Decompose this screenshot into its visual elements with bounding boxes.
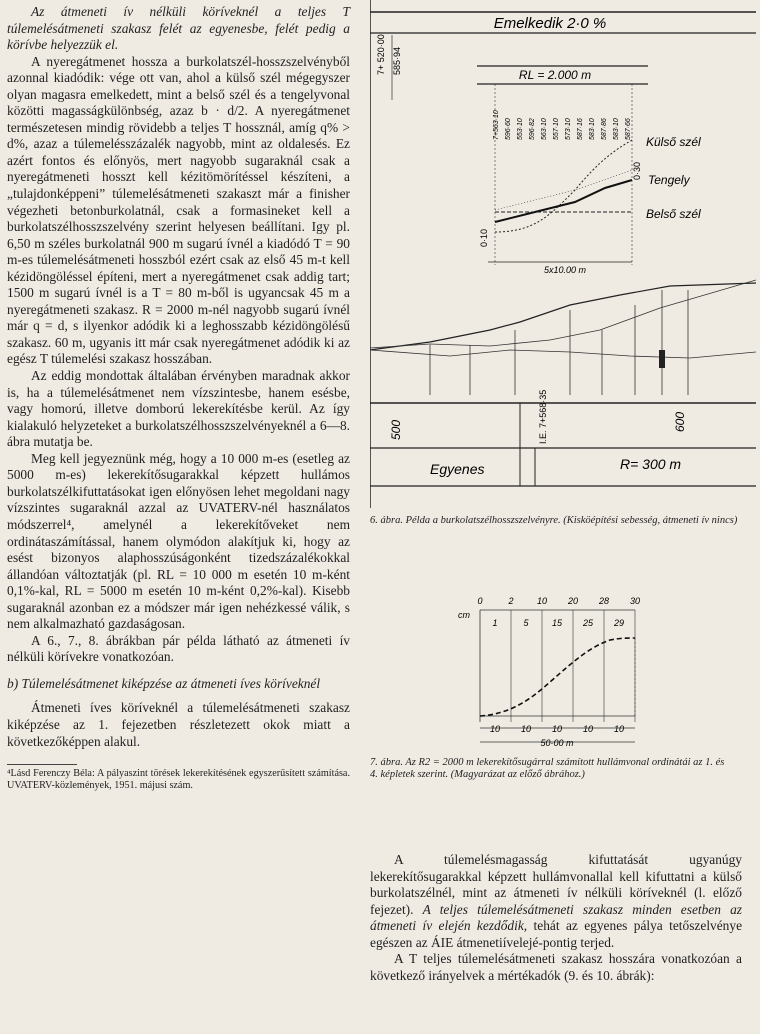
elevation-label: 587·86 — [601, 118, 608, 140]
paragraph-guidelines: A T teljes túlemelésátmeneti szakasz hosszára vonatkozóan a következő irányelvek a mértékadók (9. és 10. ábrák): — [370, 951, 742, 983]
footnote-rule — [7, 764, 77, 765]
elevation-label: 563·10 — [541, 118, 548, 140]
radius-label: R= 300 m — [620, 456, 682, 472]
rl-label: RL = 2.000 m — [518, 68, 592, 82]
outer-edge-label: Külső szél — [646, 135, 701, 149]
footnote-text: ⁴Lásd Ferenczy Béla: A pályaszint törések lekerekítésének egyszerűsített számítása. UVATERV-közlemények, 1951. májusi szám. — [7, 768, 350, 792]
station-500: 500 — [389, 419, 403, 440]
station-top-b: 585·94 — [392, 46, 402, 75]
runoff-italic-text: A teljes túlemelésátmeneti szakasz minden esetben az átmeneti ív elején kezdődik, — [370, 901, 742, 934]
elevation-label: 553·10 — [517, 118, 524, 140]
runoff-tail-text: tehát az egyenes pálya tetőszelvénye egészen az ÁIE átmenetiívelejé-pontig terjed. — [370, 918, 743, 950]
height-left: 0·10 — [479, 228, 489, 247]
elevation-label: 557·10 — [553, 118, 560, 140]
right-column-text — [370, 852, 742, 984]
left-column — [7, 4, 350, 793]
spacing-labels — [490, 724, 624, 734]
elevation-label: 587·16 — [577, 118, 584, 140]
figure-7-diagram — [450, 592, 650, 752]
top-value: 20 — [567, 596, 579, 606]
height-right: 0·30 — [632, 161, 642, 180]
paragraph-superelevation-runoff — [370, 852, 742, 951]
ie-label: I.E. 7+568·35 — [538, 389, 548, 444]
footnote — [7, 764, 350, 793]
top-value: 28 — [598, 596, 610, 606]
top-value: 10 — [536, 596, 548, 606]
elevation-labels — [493, 110, 632, 140]
elevation-label: 596·82 — [529, 118, 536, 140]
paragraph-transition-curves: Átmeneti íves köríveknél a túlemelésátmeneti szakasz kiképzése az 1. fejezetben részletezett okok miatt a következőképpen alakul. — [7, 700, 350, 749]
elevation-label: 587·66 — [625, 118, 632, 140]
top-value: 30 — [629, 596, 641, 606]
spacing-label: 10 — [613, 724, 625, 734]
section-heading-b: b) Túlemelésátmenet kiképzése az átmeneti íves köríveknél — [7, 675, 321, 691]
column-value: 15 — [551, 618, 563, 628]
unit-label: cm — [458, 610, 470, 620]
axis-label: Tengely — [648, 173, 690, 187]
base-dimension: 5x10.00 m — [543, 265, 587, 275]
straight-label: Egyenes — [430, 461, 485, 477]
spacing-label: 10 — [520, 724, 532, 734]
elevation-label: 583·10 — [589, 118, 596, 140]
top-value: 0 — [477, 596, 483, 606]
runoff-text: A túlemelésmagasság kifuttatását ugyanúgy lekerekítősugarakkal képzett hullámvonallal kell kifuttatni a külső burkolatszélnél, mint az átmeneti ív nélküli köríveknél (l. előző fejezet). — [370, 852, 742, 917]
column-value: 5 — [523, 618, 529, 628]
figure-6-caption: 6. ábra. Példa a burkolatszélhosszszelvényre. (Kisköépítési sebesség, átmeneti ív nincs) — [370, 515, 738, 526]
main-profile — [370, 280, 756, 486]
grade-label: Emelkedik 2·0 % — [493, 15, 607, 32]
intro-paragraph: Az átmeneti ív nélküli köríveknél a teljes T túlemelésátmeneti szakasz felét az egyenesbe, felét pedig a körívbe helyezzük el. — [7, 4, 350, 53]
paragraph-uvaterv-method: Meg kell jegyeznünk még, hogy a 10 000 m-es (esetleg az 5000 m-es) lekerekítősugarakkal képzett hullámos burkolatszélkifuttatásokat igen előnyösen lehet megoldani nagy vízszintes sugaraknál azzal az UVATERV-nél használatos módszerrel⁴, amelynél a lekerekítőveket nem ordinátaszámítással, hanem olymódon alakítjuk ki, hogy az esést bizonyos alaphosszúságonként tizedszázalékokkal állandóan változtatják (pl. RL = 10 000 m esetén 10 m-ként 0,1%-kal, RL = 5000 m esetén 10 m-ként 0,2%-kal). Kisebb sugaraknál azonban ez a módszer már igen nehézkessé válik, s nem alkalmazható gazdaságosan. — [7, 450, 350, 632]
paragraph-saddle-transition: A nyeregátmenet hossza a burkolatszél-hosszszelvényből azonnal kiadódik: vége ott van, ahol a külső szél mégegyszer olyan magasra emelkedett, mint a belső szél és a tengelyvonal közötti magasságkülönbség, azaz b · d/2. A nyeregátmenet természetesen mindig rövidebb a teljes T hossznál, amíg q% > d%, azaz a túlemelésszázalék nagyobb, mint az oldalesés. Ez azért fontos és előnyös, mert nagyobb sugaraknál csak a nyeregátmeneti hosszt kell kézitömörítéssel készíteni, a „tulajdonképpeni” túlemelésátmeneti szakaszt már a finisher végezheti betonburkolatnál, csak a formasineket kell a burkolatszélhosszszelvény szerint helyesen beállítani. Igy pl. 6,50 m széles burkolatnál 900 m sugarú ívnél a kiadódó T = 90 m-es túlemelésátmeneti hosszból ezért csak az első 45 m-t kell kézidöngöléssel építeni, mert a nyeregátmenet csak addig tart; 1500 m sugarú ívnél is a T = 80 m-ből is ugyancsak 45 m a nyeregátmeneti szakasz. R = 2000 m-nél nagyobb sugarú ívnél már q = d, s ilyenkor adódik ki a leghosszabb kézidöngölésű szakasz. 60 m, ugyanis itt már csak nyeregátmenet adódik ki az egész T túlemelési szakasz hosszában. — [7, 53, 350, 367]
total-length: 50·00 m — [540, 738, 574, 748]
paragraph-figure-reference: A 6., 7., 8. ábrákban pár példa látható az átmeneti ív nélküli körívekre vonatkozóan. — [7, 632, 350, 665]
column-value: 25 — [582, 618, 594, 628]
inner-edge-label: Belső szél — [646, 207, 701, 221]
elevation-label: 583·10 — [613, 118, 620, 140]
paragraph-general-validity: Az eddig mondottak általában érvényben maradnak akkor is, ha a túlemelésátmenet nem vízszintesbe, hanem esésbe, vagy homorú, illetve domború lekerekítésbe kerül. Az így kialakuló helyzeteket a burkolatszélhosszszelvényeknél a 6—8. ábra mutatja be. — [7, 368, 350, 450]
elevation-label: 7+563·10 — [493, 110, 500, 140]
elevation-label: 573·10 — [565, 118, 572, 140]
station-600: 600 — [673, 411, 687, 432]
top-value: 2 — [508, 596, 514, 606]
station-top-a: 7+ 520·00 — [376, 34, 386, 75]
spacing-label: 10 — [551, 724, 563, 734]
figure-6-diagram — [370, 0, 756, 510]
elevation-label: 596·60 — [505, 118, 512, 140]
spacing-label: 10 — [582, 724, 594, 734]
column-value: 29 — [613, 618, 625, 628]
top-values — [477, 596, 640, 606]
figure-7-caption: 7. ábra. Az R2 = 2000 m lekerekítősugárral számított hullámvonal ordinátái az 1. és 4. képletek szerint. (Magyarázat az előző ábrához.) — [370, 757, 725, 781]
inset-detail — [477, 66, 701, 275]
spacing-label: 10 — [489, 724, 501, 734]
column-value: 1 — [492, 618, 498, 628]
